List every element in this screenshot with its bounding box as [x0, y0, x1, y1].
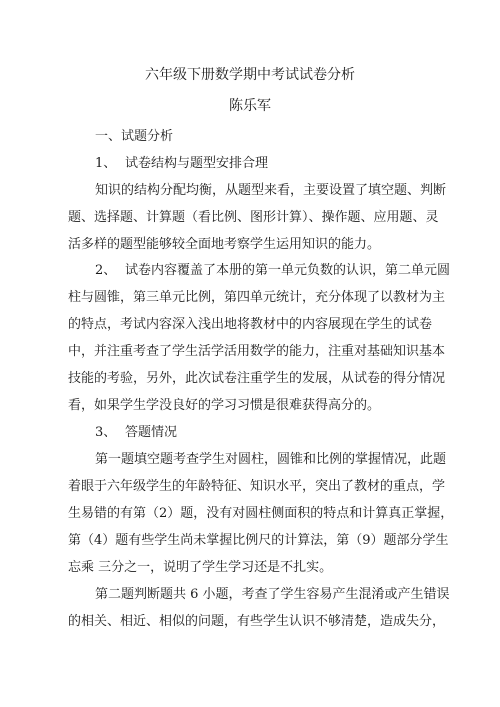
paragraph-line: 着眼于六年级学生的年龄特征、知识水平，突出了教材的重点，学: [68, 479, 446, 494]
paragraph-line: 柱与圆锥，第三单元比例，第四单元统计，充分体现了以教材为主: [68, 290, 446, 305]
paragraph-line: 的相关、相近、相似的问题，有些学生认识不够清楚，造成失分，: [68, 614, 446, 629]
item-2-first-row: [95, 262, 500, 280]
document-author: 陈乐军: [229, 98, 271, 114]
section-heading: 一、试题分析: [95, 129, 174, 144]
paragraph-line: 知识的结构分配均衡，从题型来看，主要设置了填空题、判断: [95, 183, 447, 198]
paragraph-line: 题、选择题、计算题（看比例、图形计算）、操作题、应用题、灵: [68, 210, 439, 225]
item-1-heading-row: [95, 155, 500, 173]
paragraph-line: 活多样的题型能够较全面地考察学生运用知识的能力。: [68, 237, 381, 252]
paragraph-line: 第二题判断题共 6 小题，考查了学生容易产生混淆或产生错误: [95, 587, 450, 602]
paragraph-line: 第一题填空题考查学生对圆柱，圆锥和比例的掌握情况，此题: [95, 452, 447, 467]
paragraph-line: 第（4）题有些学生尚未掌握比例尺的计算法，第（9）题部分学生: [68, 533, 449, 548]
item-1-number: 1、: [95, 156, 117, 171]
paragraph-line: 看，如果学生学没良好的学习习惯是很难获得高分的。: [68, 398, 381, 413]
paragraph-line: 试卷内容覆盖了本册的第一单元负数的认识，第二单元圆: [125, 263, 451, 278]
paragraph-line: 生易错的有第（2）题，没有对圆柱侧面积的特点和计算真正掌握，: [68, 506, 454, 521]
item-1-heading: 试卷结构与题型安排合理: [125, 156, 269, 171]
item-3-heading-row: [95, 424, 500, 442]
document-title: 六年级下册数学期中考试试卷分析: [145, 67, 355, 83]
paragraph-line: 忘乘 三分之一，说明了学生学习还是不扎实。: [68, 560, 333, 575]
item-3-heading: 答题情况: [125, 425, 178, 440]
paragraph-line: 中，并注重考查了学生活学活用数学的能力，注重对基础知识基本: [68, 344, 446, 359]
paragraph-line: 的特点，考试内容深入浅出地将教材中的内容展现在学生的试卷: [68, 317, 433, 332]
item-2-number: 2、: [95, 263, 117, 278]
paragraph-line: 技能的考验，另外，此次试卷注重学生的发展，从试卷的得分情况: [68, 371, 446, 386]
item-3-number: 3、: [95, 425, 117, 440]
